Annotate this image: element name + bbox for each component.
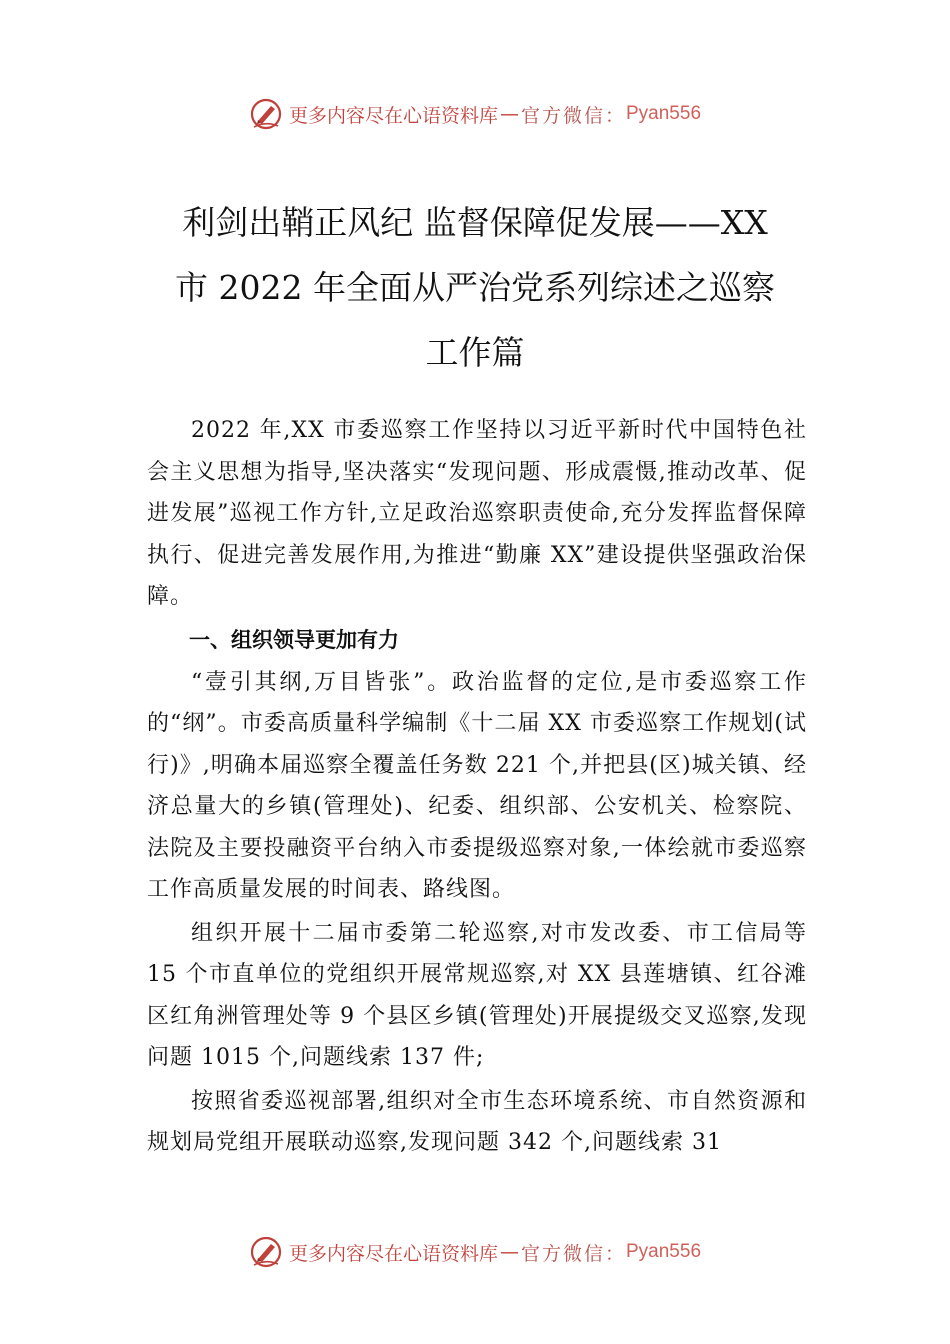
body-paragraph-4: 按照省委巡视部署,组织对全市生态环境系统、市自然资源和规划局党组开展联动巡察,发现问题 342 个,问题线索 31 — [147, 1088, 807, 1155]
body-paragraph-intro: 2022 年,XX 市委巡察工作坚持以习近平新时代中国特色社会主义思想为指导,坚决落实“发现问题、形成震慑,推动改革、促进发展”巡视工作方针,立足政治巡察职责使命,充分发挥监督保障执行、促进完善发展作用,为推进“勤廉 XX”建设提供坚强政治保障。 — [147, 418, 807, 609]
title-line-3: 工作篇 — [425, 333, 525, 372]
body-paragraph-2: “壹引其纲,万目皆张”。政治监督的定位,是市委巡察工作的“纲”。市委高质量科学编制《十二届 XX 市委巡察工作规划(试行)》,明确本届巡察全覆盖任务数 221 个,并把县(区)城关镇、经济总量大的乡镇(管理处)、纪委、组织部、公安机关、检察院、法院及主要投融资平台纳入市委提级巡察对象,一体绘就市委巡察工作高质量发展的时间表、路线图。 — [147, 669, 807, 902]
banner-wechat-label: 官方微信： — [520, 1242, 626, 1265]
document-title — [150, 190, 800, 385]
footer-banner — [0, 1234, 950, 1270]
section-heading-1: 一、组织领导更加有力 — [189, 627, 399, 652]
banner-separator: — — [499, 103, 519, 125]
banner-separator: — — [499, 1241, 519, 1263]
banner-wechat-id: Pyan556 — [626, 103, 702, 124]
pen-seal-icon — [249, 1235, 283, 1269]
pen-seal-icon — [249, 97, 283, 131]
banner-wechat-id: Pyan556 — [626, 1241, 702, 1262]
banner-brand-text: 更多内容尽在心语资料库 — [288, 104, 498, 127]
body-paragraph-3: 组织开展十二届市委第二轮巡察,对市发改委、市工信局等 15 个市直单位的党组织开展常规巡察,对 XX 县莲塘镇、红谷滩区红角洲管理处等 9 个县区乡镇(管理处)开展提级交叉巡察,发现问题 1015 个,问题线索 137 件; — [147, 920, 807, 1070]
header-banner — [0, 96, 950, 132]
title-line-1: 利剑出鞘正风纪 监督保障促发展——XX — [182, 203, 768, 242]
document-body — [147, 410, 807, 1164]
title-line-2: 市 2022 年全面从严治党系列综述之巡察 — [175, 268, 775, 307]
banner-brand-text: 更多内容尽在心语资料库 — [288, 1242, 498, 1265]
banner-wechat-label: 官方微信： — [520, 104, 626, 127]
